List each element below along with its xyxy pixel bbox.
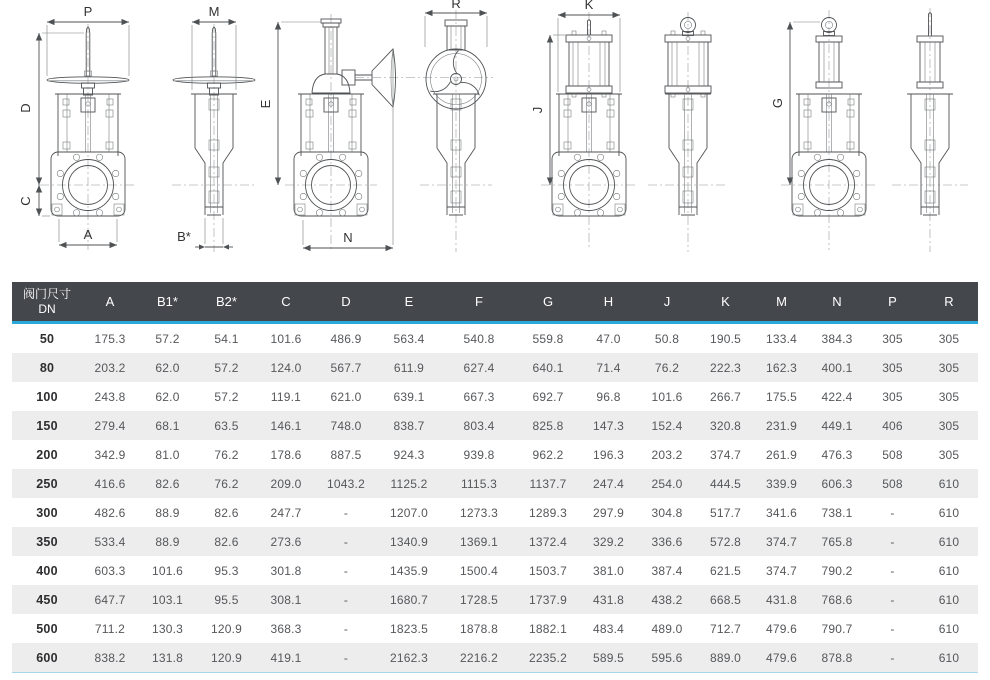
column-header: B2* [197, 282, 256, 323]
table-row [12, 527, 978, 556]
dim-value-cell: 416.6 [94, 476, 126, 491]
dim-value-cell: 231.9 [765, 418, 798, 433]
dim-value-cell: - [890, 621, 895, 636]
dim-value-cell: 47.0 [596, 331, 621, 346]
dim-label-j: J [530, 106, 545, 114]
dim-value-cell: 508 [882, 447, 903, 462]
dim-value-cell: 301.8 [270, 563, 302, 578]
dim-value-cell: 342.9 [94, 447, 126, 462]
drawing-handwheel-front [18, 4, 136, 250]
dim-value-cell: 803.4 [463, 418, 495, 433]
dim-value-cell: 610 [938, 592, 960, 607]
dim-value-cell: 243.8 [94, 389, 126, 404]
dim-value-cell: 124.0 [270, 360, 302, 375]
column-header: D [316, 282, 376, 323]
dim-value-cell: 611.9 [393, 360, 425, 375]
dim-value-cell: 305 [938, 389, 960, 404]
dim-value-cell: 320.8 [709, 418, 742, 433]
dim-value-cell: 304.8 [651, 505, 683, 520]
dim-value-cell: 95.5 [214, 592, 239, 607]
dim-value-cell: 96.8 [596, 389, 621, 404]
dim-value-cell: 639.1 [393, 389, 425, 404]
dim-value-cell: 57.2 [214, 389, 239, 404]
dim-value-cell: 254.0 [651, 476, 683, 491]
dim-value-cell: 962.2 [532, 447, 564, 462]
dim-value-cell: 406 [882, 418, 903, 433]
dim-value-cell: 76.2 [654, 360, 680, 375]
dim-label-n: N [343, 230, 353, 245]
table-row [12, 323, 978, 354]
dim-value-cell: - [343, 621, 349, 636]
dim-value-cell: 692.7 [532, 389, 564, 404]
dim-value-cell: 790.2 [821, 563, 853, 578]
dim-value-cell: 101.6 [270, 331, 302, 346]
dim-label-g: G [770, 97, 785, 109]
dim-value-cell: 838.2 [82, 643, 138, 673]
dim-value-cell: 438.2 [651, 592, 683, 607]
column-header: H [580, 282, 637, 323]
dim-value-cell: - [343, 505, 349, 520]
dim-value-cell: 878.8 [809, 643, 865, 673]
dim-value-cell: 101.6 [151, 563, 184, 578]
dn-cell: 450 [36, 592, 58, 607]
dim-value-cell: 572.8 [709, 534, 742, 549]
dim-value-cell: 431.8 [592, 592, 625, 607]
dim-value-cell: 610 [920, 643, 978, 673]
dim-value-cell: 1289.3 [529, 505, 567, 520]
dim-value-cell: 711.2 [94, 621, 126, 636]
dim-value-cell: 627.4 [463, 360, 495, 375]
column-header: E [376, 282, 442, 323]
dim-value-cell: 489.0 [651, 621, 683, 636]
dim-value-cell: 374.7 [765, 563, 798, 578]
dimension-table [12, 282, 978, 673]
dim-value-cell: 400.1 [821, 360, 853, 375]
dim-value-cell: 133.4 [765, 331, 798, 346]
table-row [12, 498, 978, 527]
dim-label-r: R [451, 0, 461, 11]
dim-value-cell: 589.5 [580, 643, 637, 673]
dim-value-cell: 381.0 [592, 563, 625, 578]
dim-value-cell: 486.9 [330, 331, 362, 346]
dn-cell: 250 [36, 476, 58, 491]
column-header-dn [12, 282, 82, 323]
dim-value-cell: 1680.7 [390, 592, 428, 607]
dim-value-cell: 162.3 [765, 360, 798, 375]
drawing-handwheel-side [172, 4, 256, 252]
dim-value-cell: 88.9 [155, 534, 180, 549]
dim-value-cell: 2162.3 [376, 643, 442, 673]
column-header: J [637, 282, 697, 323]
dim-value-cell: 101.6 [651, 389, 683, 404]
column-header: B1* [138, 282, 197, 323]
dim-value-cell: 71.4 [596, 360, 621, 375]
dn-cell: 500 [36, 621, 58, 636]
dim-value-cell: 595.6 [637, 643, 697, 673]
dim-value-cell: 305 [938, 331, 960, 346]
dim-value-cell: 838.7 [393, 418, 425, 433]
drawing-pneumatic-front [530, 0, 637, 250]
dim-value-cell: 329.2 [592, 534, 625, 549]
dim-value-cell: 68.1 [155, 418, 180, 433]
dim-value-cell: 419.1 [256, 643, 316, 673]
dim-value-cell: 308.1 [270, 592, 302, 607]
dn-cell: 300 [36, 505, 58, 520]
dim-value-cell: 305 [938, 418, 960, 433]
dim-value-cell: 368.3 [270, 621, 302, 636]
dim-label-d: D [18, 103, 33, 113]
dim-value-cell: 449.1 [821, 418, 853, 433]
dim-value-cell: 131.8 [138, 643, 197, 673]
column-header: P [865, 282, 920, 323]
dim-value-cell: 1115.3 [460, 476, 498, 491]
dim-value-cell: 203.2 [94, 360, 126, 375]
dim-value-cell: 887.5 [330, 447, 362, 462]
table-row [12, 440, 978, 469]
dim-value-cell: 57.2 [155, 331, 180, 346]
dim-value-cell: 1878.8 [460, 621, 498, 636]
dim-value-cell: 668.5 [709, 592, 742, 607]
dim-value-cell: - [343, 534, 349, 549]
dim-value-cell: 1125.2 [390, 476, 428, 491]
column-header: F [442, 282, 516, 323]
column-header: C [256, 282, 316, 323]
dim-value-cell: 196.3 [592, 447, 625, 462]
dim-value-cell: 54.1 [214, 331, 239, 346]
dim-value-cell: 95.3 [214, 563, 239, 578]
dn-header-line1: 阀门尺寸 [22, 287, 71, 302]
dim-label-a: A [83, 227, 93, 242]
dim-value-cell: 1823.5 [390, 621, 428, 636]
dim-label-e: E [258, 99, 273, 109]
dim-value-cell: 563.4 [393, 331, 425, 346]
table-row [12, 556, 978, 585]
dim-value-cell: 297.9 [592, 505, 625, 520]
dim-value-cell: - [316, 643, 376, 673]
dim-value-cell: 175.3 [94, 331, 126, 346]
table-row [12, 382, 978, 411]
dim-value-cell: 483.4 [592, 621, 625, 636]
dim-value-cell: 82.6 [155, 476, 180, 491]
dn-cell: 100 [36, 389, 58, 404]
dn-cell: 200 [36, 447, 58, 462]
drawing-gear-handwheel-side [420, 0, 492, 252]
dim-value-cell: 63.5 [214, 418, 239, 433]
dim-value-cell: 825.8 [532, 418, 564, 433]
dim-value-cell: 76.2 [214, 476, 239, 491]
dim-value-cell: 765.8 [821, 534, 853, 549]
dim-value-cell: 1273.3 [460, 505, 498, 520]
dim-value-cell: 603.3 [94, 563, 126, 578]
drawing-pneumatic-side [648, 12, 728, 252]
dn-cell: 50 [39, 331, 55, 346]
dim-value-cell: 431.8 [765, 592, 798, 607]
dim-value-cell: 790.7 [821, 621, 853, 636]
dim-value-cell: 62.0 [155, 360, 180, 375]
dim-value-cell: 640.1 [532, 360, 564, 375]
dim-value-cell: 610 [938, 621, 960, 636]
table-body [12, 323, 978, 673]
dim-value-cell: 1503.7 [529, 563, 567, 578]
dim-value-cell: 889.0 [697, 643, 754, 673]
dim-value-cell: 748.0 [330, 418, 362, 433]
dim-value-cell: 2216.2 [442, 643, 516, 673]
dim-value-cell: 939.8 [463, 447, 495, 462]
dn-header-line2: DN [38, 301, 56, 316]
dim-value-cell: 50.8 [654, 331, 680, 346]
column-header: R [920, 282, 978, 323]
dim-value-cell: 1372.4 [529, 534, 567, 549]
dim-label-b: B* [177, 229, 191, 244]
technical-drawings [0, 0, 990, 276]
dim-value-cell: 82.6 [214, 534, 239, 549]
table-row [12, 469, 978, 498]
dim-value-cell: 336.6 [651, 534, 683, 549]
dim-value-cell: 305 [938, 360, 960, 375]
dim-label-k: K [584, 0, 594, 12]
dim-value-cell: 247.4 [592, 476, 625, 491]
dim-value-cell: 222.3 [709, 360, 742, 375]
dim-value-cell: 119.1 [270, 389, 302, 404]
dim-value-cell: 2235.2 [516, 643, 580, 673]
dim-value-cell: 130.3 [151, 621, 184, 636]
drawing-gear-handwheel-front [258, 14, 396, 250]
table-row [12, 614, 978, 643]
dim-value-cell: 279.4 [94, 418, 126, 433]
dim-value-cell: - [890, 534, 895, 549]
dim-value-cell: 479.6 [765, 621, 798, 636]
dim-value-cell: 81.0 [155, 447, 180, 462]
dim-value-cell: 610 [938, 563, 960, 578]
dim-value-cell: 567.7 [330, 360, 362, 375]
dim-value-cell: 621.5 [709, 563, 742, 578]
dim-value-cell: 1340.9 [390, 534, 428, 549]
dim-value-cell: 1435.9 [390, 563, 428, 578]
dim-value-cell: 712.7 [709, 621, 742, 636]
dim-value-cell: 1882.1 [529, 621, 567, 636]
dim-value-cell: 103.1 [151, 592, 184, 607]
dim-value-cell: 1737.9 [529, 592, 567, 607]
dim-value-cell: 57.2 [214, 360, 239, 375]
dim-value-cell: 146.1 [270, 418, 302, 433]
dim-value-cell: 422.4 [821, 389, 853, 404]
column-header: M [754, 282, 809, 323]
dim-value-cell: 178.6 [270, 447, 302, 462]
dim-value-cell: 1207.0 [390, 505, 428, 520]
dim-value-cell: 1500.4 [460, 563, 498, 578]
dim-value-cell: 610 [938, 505, 960, 520]
dim-value-cell: 339.9 [765, 476, 798, 491]
dim-value-cell: 1369.1 [460, 534, 498, 549]
dn-cell: 150 [36, 418, 58, 433]
dim-value-cell: 190.5 [709, 331, 742, 346]
column-header: K [697, 282, 754, 323]
table-row [12, 643, 978, 673]
dim-value-cell: 479.6 [754, 643, 809, 673]
column-header: N [809, 282, 865, 323]
dn-cell: 400 [36, 563, 58, 578]
dim-value-cell: 76.2 [214, 447, 239, 462]
dim-value-cell: 540.8 [463, 331, 495, 346]
dim-value-cell: 533.4 [94, 534, 126, 549]
dim-value-cell: 482.6 [94, 505, 126, 520]
dim-label-p: P [83, 4, 93, 19]
dim-value-cell: 209.0 [270, 476, 302, 491]
dn-cell: 350 [36, 534, 58, 549]
dim-value-cell: 647.7 [94, 592, 126, 607]
dim-value-cell: 1043.2 [327, 476, 365, 491]
dim-value-cell: 266.7 [709, 389, 742, 404]
table-header [12, 282, 978, 323]
dim-value-cell: 1137.7 [529, 476, 567, 491]
dim-value-cell: 341.6 [765, 505, 798, 520]
dim-value-cell: 305 [882, 331, 903, 346]
dim-value-cell: 203.2 [651, 447, 683, 462]
dim-value-cell: 444.5 [709, 476, 742, 491]
dim-value-cell: 305 [882, 360, 903, 375]
table-row [12, 353, 978, 382]
table-row [12, 585, 978, 614]
dim-value-cell: 147.3 [592, 418, 625, 433]
dim-value-cell: 517.7 [709, 505, 742, 520]
dim-value-cell: 62.0 [155, 389, 180, 404]
dim-value-cell: 152.4 [651, 418, 683, 433]
dim-value-cell: 924.3 [393, 447, 425, 462]
dim-value-cell: 374.7 [765, 534, 798, 549]
dim-value-cell: 387.4 [651, 563, 683, 578]
dim-value-cell: - [343, 563, 349, 578]
drawing-hydraulic-front [770, 10, 877, 250]
dim-value-cell: 175.5 [765, 389, 798, 404]
dim-value-cell: 508 [882, 476, 903, 491]
dim-value-cell: 305 [882, 389, 903, 404]
dim-value-cell: 82.6 [214, 505, 239, 520]
dim-value-cell: 476.3 [821, 447, 853, 462]
dim-value-cell: 621.0 [330, 389, 362, 404]
dim-value-cell: - [890, 505, 895, 520]
table-row [12, 411, 978, 440]
dim-value-cell: 273.6 [270, 534, 302, 549]
dim-value-cell: - [865, 643, 920, 673]
dim-value-cell: 610 [938, 534, 960, 549]
dn-cell: 80 [39, 360, 55, 375]
column-header: G [516, 282, 580, 323]
dim-value-cell: - [343, 592, 349, 607]
drawing-hydraulic-side [892, 8, 968, 252]
dim-value-cell: 384.3 [821, 331, 853, 346]
dn-cell: 600 [12, 643, 82, 673]
dim-value-cell: 606.3 [821, 476, 853, 491]
dim-value-cell: 374.7 [709, 447, 742, 462]
dim-value-cell: 667.3 [463, 389, 495, 404]
dim-value-cell: 247.7 [270, 505, 302, 520]
dim-value-cell: 738.1 [821, 505, 853, 520]
dim-value-cell: - [890, 592, 895, 607]
dim-value-cell: 1728.5 [460, 592, 498, 607]
dim-value-cell: 261.9 [765, 447, 798, 462]
dim-value-cell: 768.6 [821, 592, 853, 607]
dim-value-cell: 88.9 [155, 505, 180, 520]
header-row [12, 282, 978, 323]
dim-label-m: M [208, 4, 220, 19]
dim-value-cell: 305 [938, 447, 960, 462]
dim-label-c: C [18, 196, 33, 206]
dim-value-cell: - [890, 563, 895, 578]
column-header: A [82, 282, 138, 323]
dim-value-cell: 559.8 [532, 331, 564, 346]
dim-value-cell: 120.9 [210, 621, 243, 636]
dim-value-cell: 610 [938, 476, 960, 491]
dim-value-cell: 120.9 [197, 643, 256, 673]
